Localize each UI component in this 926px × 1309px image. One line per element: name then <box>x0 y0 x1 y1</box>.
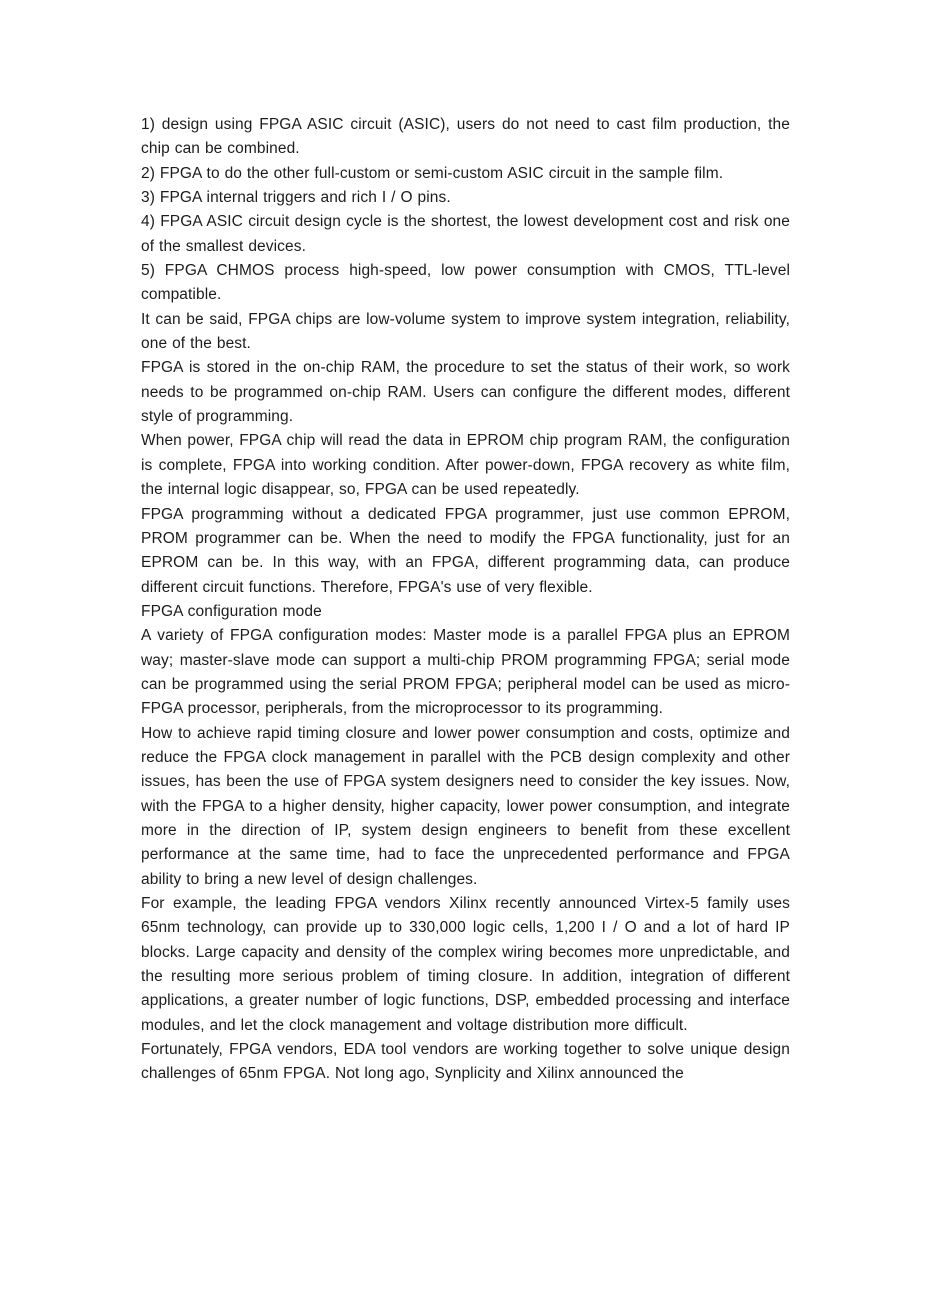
paragraph: It can be said, FPGA chips are low-volume system to improve system integration, reliability, one of the best. <box>141 310 790 353</box>
paragraph: 1) design using FPGA ASIC circuit (ASIC), users do not need to cast film production, the chip can be combined. <box>141 116 790 158</box>
paragraph: FPGA is stored in the on-chip RAM, the procedure to set the status of their work, so work needs to be programmed on-chip RAM. Users can configure the different modes, different style of programming. <box>141 359 790 426</box>
paragraph: FPGA programming without a dedicated FPGA programmer, just use common EPROM, PROM programmer can be. When the need to modify the FPGA functionality, just for an EPROM can be. In this way, with an FPGA, different programming data, can produce different circuit functions. Therefore, FPGA's use of very flexible. <box>141 505 790 596</box>
paragraph: FPGA configuration mode <box>141 602 322 620</box>
paragraph: 4) FPGA ASIC circuit design cycle is the shortest, the lowest development cost and risk one of the smallest devices. <box>141 213 790 255</box>
paragraph: Fortunately, FPGA vendors, EDA tool vendors are working together to solve unique design challenges of 65nm FPGA. Not long ago, Synplicity and Xilinx announced the <box>141 1041 790 1083</box>
paragraph: A variety of FPGA configuration modes: Master mode is a parallel FPGA plus an EPROM way; master-slave mode can support a multi-chip PROM programming FPGA; serial mode can be programmed using the serial PROM FPGA; peripheral model can be used as micro-FPGA processor, peripherals, from the microprocessor to its programming. <box>141 627 790 718</box>
paragraph: When power, FPGA chip will read the data in EPROM chip program RAM, the configuration is complete, FPGA into working condition. After power-down, FPGA recovery as white film, the internal logic disappear, so, FPGA can be used repeatedly. <box>141 432 790 499</box>
paragraph: 3) FPGA internal triggers and rich I / O pins. <box>141 189 451 207</box>
paragraph: 5) FPGA CHMOS process high-speed, low power consumption with CMOS, TTL-level compatible. <box>141 262 790 304</box>
paragraph: For example, the leading FPGA vendors Xilinx recently announced Virtex-5 family uses 65nm technology, can provide up to 330,000 logic cells, 1,200 I / O and a lot of hard IP blocks. Large capacity and density of the complex wiring becomes more unpredictable, and the resulting more serious problem of timing closure. In addition, integration of different applications, a greater number of logic functions, DSP, embedded processing and interface modules, and let the clock management and voltage distribution more difficult. <box>141 895 790 1034</box>
paragraph: 2) FPGA to do the other full-custom or semi-custom ASIC circuit in the sample film. <box>141 164 724 182</box>
paragraph: How to achieve rapid timing closure and lower power consumption and costs, optimize and reduce the FPGA clock management in parallel with the PCB design complexity and other issues, has been the use of FPGA system designers need to consider the key issues. Now, with the FPGA to a higher density, higher capacity, lower power consumption, and integrate more in the direction of IP, system design engineers to benefit from these excellent performance at the same time, had to face the unprecedented performance and FPGA ability to bring a new level of design challenges. <box>141 724 790 888</box>
document-content <box>141 113 790 1087</box>
